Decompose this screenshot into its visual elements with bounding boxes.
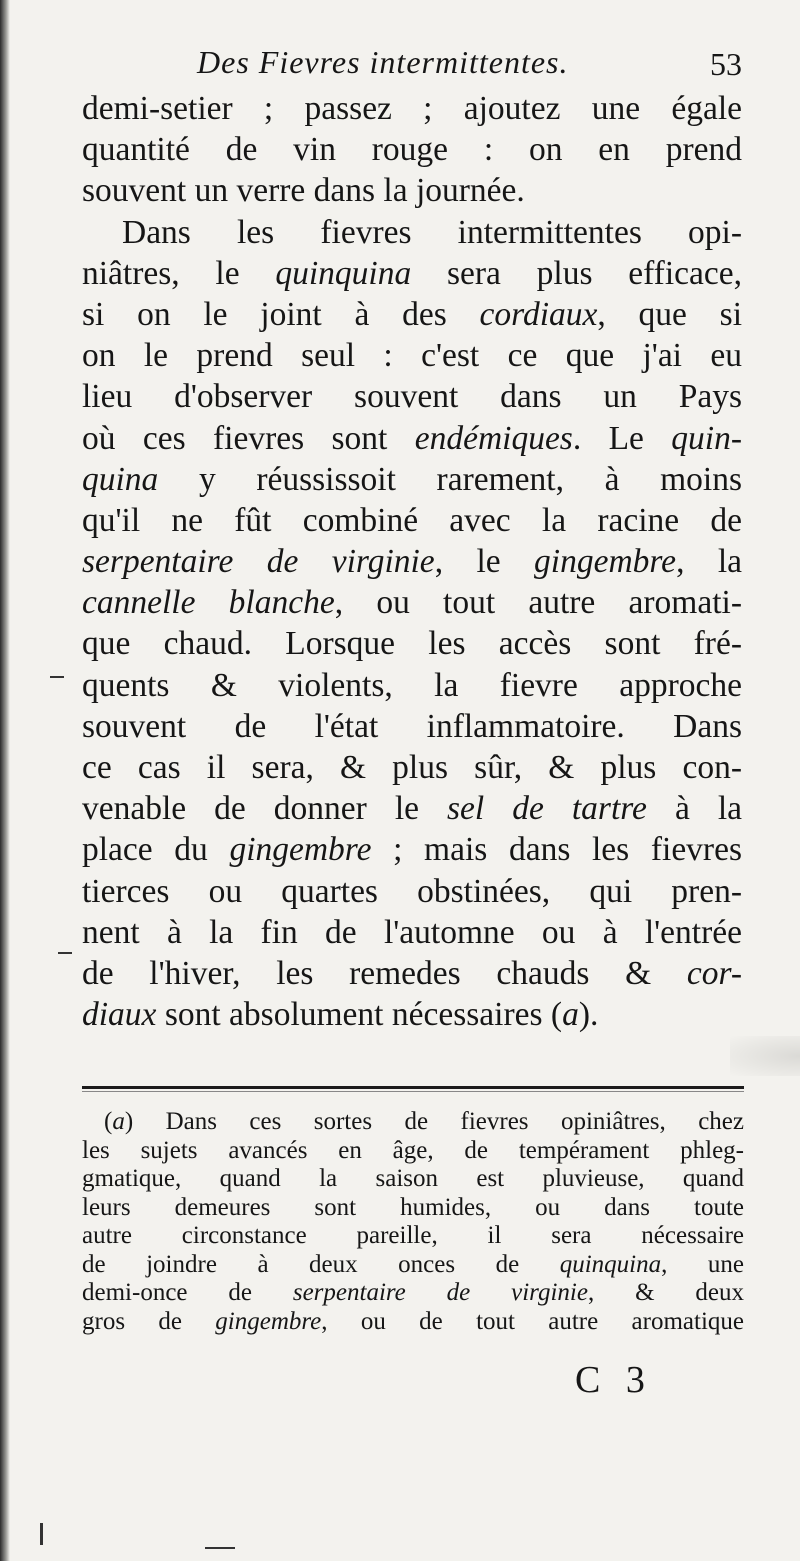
signature-mark: C 3 [575,1359,653,1401]
main-text [82,88,742,1035]
text-line: tierces ou quartes obstinées, qui pren- [82,872,742,910]
bleed-through-mark [730,1036,800,1076]
text-line: Dans les fievres intermittentes opi- [122,213,742,251]
text-line: serpentaire de virginie, le gingembre, la [82,543,742,581]
footnote-line: de joindre à deux onces de quinquina, une [82,1250,744,1278]
text-line: souvent un verre dans la journée. [82,172,525,210]
text-line: où ces fievres sont endémiques. Le quin- [82,419,742,457]
text-line: quantité de vin rouge : on en prend [82,131,742,169]
text-line: souvent de l'état inflammatoire. Dans [82,707,742,745]
margin-stray-mark [205,1547,235,1549]
footnote-separator-rule [82,1086,744,1089]
margin-stray-mark [50,676,64,678]
text-line: venable de donner le sel de tartre à la [82,790,742,828]
footnote-line: demi-once de serpentaire de virginie, & deux [82,1279,744,1306]
text-line: quents & violents, la fievre approche [82,666,742,704]
text-line: qu'il ne fût combiné avec la racine de [82,501,742,539]
margin-stray-mark [40,1523,43,1545]
text-line: que chaud. Lorsque les accès sont fré- [82,625,742,663]
page-number: 53 [710,46,742,82]
margin-stray-mark [58,952,72,954]
page-header [82,44,742,90]
text-line: si on le joint à des cordiaux, que si [82,295,743,333]
text-line: niâtres, le quinquina sera plus efficace, [82,254,742,292]
footnote-line: gmatique, quand la saison est pluvieuse, quand [82,1165,744,1192]
text-line: demi-setier ; passez ; ajoutez une égale [82,90,742,127]
text-line: cannelle blanche, ou tout autre aromati- [82,584,742,622]
text-line: place du gingembre ; mais dans les fievres [82,831,742,869]
text-line: on le prend seul : c'est ce que j'ai eu [82,337,742,375]
footnote-line: gros de gingembre, ou de tout autre aromatique [82,1307,744,1335]
text-line: de l'hiver, les remedes chauds & cor- [82,954,742,992]
footnote-line: autre circonstance pareille, il sera nécessaire [82,1222,744,1249]
text-line: lieu d'observer souvent dans un Pays [82,378,742,416]
footnote-line: (a) Dans ces sortes de fievres opiniâtres, chez [104,1108,744,1135]
footnote-line: les sujets avancés en âge, de tempérament phleg- [82,1136,744,1164]
text-line: nent à la fin de l'automne ou à l'entrée [82,913,742,951]
footnote-separator-thin-rule [82,1091,744,1092]
footnote-line: leurs demeures sont humides, ou dans toute [82,1193,744,1221]
page-edge-shadow [0,0,10,1561]
footnote [82,1108,744,1336]
text-line: quina y réussissoit rarement, à moins [82,460,742,498]
running-head: Des Fievres intermittentes. [197,44,569,80]
text-line: ce cas il sera, & plus sûr, & plus con- [82,749,742,786]
text-line: diaux sont absolument nécessaires (a). [82,996,599,1034]
